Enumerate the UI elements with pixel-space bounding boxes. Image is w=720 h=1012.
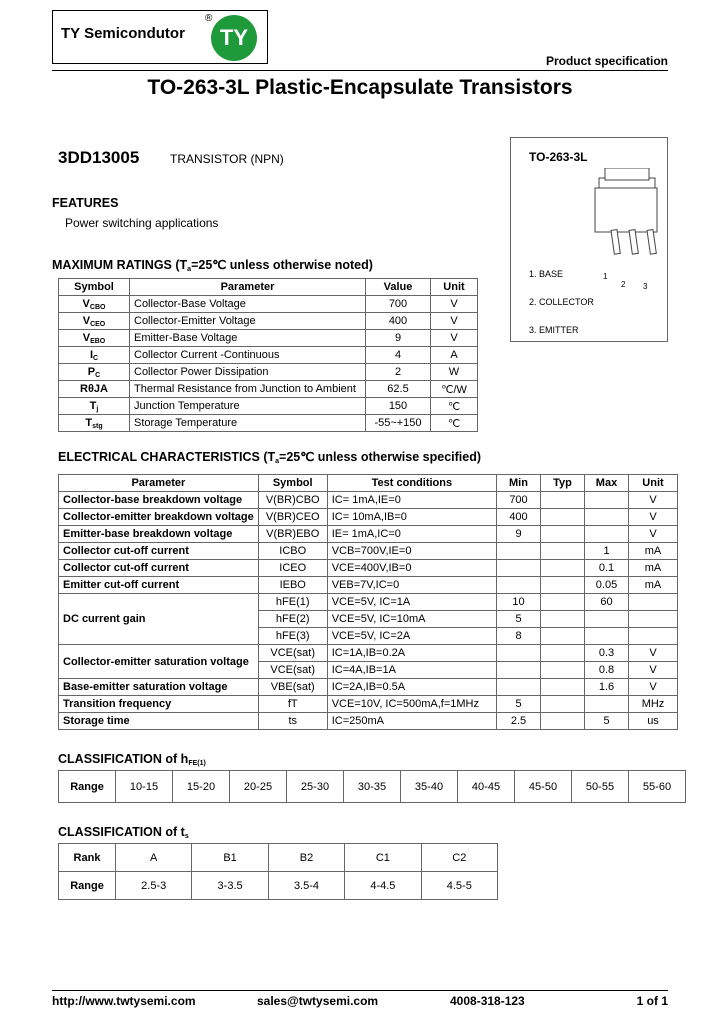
table-row	[59, 543, 678, 560]
symbol-cell	[59, 398, 130, 415]
symbol-cell: IEBO	[258, 577, 327, 594]
symbol-sub: stg	[92, 422, 103, 430]
symbol: RθJA	[80, 382, 108, 395]
package-box	[510, 137, 668, 342]
typ-cell	[541, 577, 585, 594]
symbol-cell	[59, 296, 130, 313]
range-value: 3.5-4	[268, 872, 344, 900]
table-row	[59, 313, 478, 330]
unit-cell: V	[431, 296, 478, 313]
rank-value: A	[116, 844, 192, 872]
parameter-cell: Emitter cut-off current	[59, 577, 259, 594]
table-row	[59, 509, 678, 526]
parameter-cell: Emitter-Base Voltage	[130, 330, 366, 347]
col-typ: Typ	[541, 475, 585, 492]
col-value: Value	[366, 279, 431, 296]
max-cell: 0.05	[585, 577, 629, 594]
col-min: Min	[497, 475, 541, 492]
value-cell: 9	[366, 330, 431, 347]
unit-cell: MHz	[629, 696, 678, 713]
unit-cell: V	[629, 662, 678, 679]
test-condition-cell: VCE=5V, IC=2A	[327, 628, 496, 645]
typ-cell	[541, 662, 585, 679]
symbol-sub: j	[96, 405, 99, 413]
typ-cell	[541, 713, 585, 730]
min-cell	[497, 577, 541, 594]
typ-cell	[541, 543, 585, 560]
table-row	[59, 526, 678, 543]
min-cell: 5	[497, 696, 541, 713]
table-row	[59, 330, 478, 347]
max-cell	[585, 492, 629, 509]
range-label: Range	[59, 771, 116, 803]
typ-cell	[541, 628, 585, 645]
features-heading: FEATURES	[52, 196, 119, 210]
symbol: V	[82, 314, 91, 327]
parameter-cell: Emitter-base breakdown voltage	[59, 526, 259, 543]
parameter-cell: Storage time	[59, 713, 259, 730]
range-value: 15-20	[173, 771, 230, 803]
electrical-table	[58, 474, 678, 730]
min-cell: 9	[497, 526, 541, 543]
range-value: 50-55	[572, 771, 629, 803]
test-condition-cell: VEB=7V,IC=0	[327, 577, 496, 594]
typ-cell	[541, 645, 585, 662]
test-condition-cell: VCE=400V,IB=0	[327, 560, 496, 577]
logo-mark: TY	[211, 15, 257, 61]
parameter-cell: Junction Temperature	[130, 398, 366, 415]
symbol-cell	[59, 415, 130, 432]
range-value: 40-45	[458, 771, 515, 803]
rank-value: C2	[421, 844, 497, 872]
unit-cell: A	[431, 347, 478, 364]
min-cell	[497, 679, 541, 696]
unit-cell: ℃	[431, 398, 478, 415]
symbol-cell: VCE(sat)	[258, 662, 327, 679]
symbol-cell: VBE(sat)	[258, 679, 327, 696]
min-cell: 2.5	[497, 713, 541, 730]
range-label: Range	[59, 872, 116, 900]
max-cell	[585, 628, 629, 645]
col-symbol: Symbol	[59, 279, 130, 296]
max-cell: 0.1	[585, 560, 629, 577]
range-value: 45-50	[515, 771, 572, 803]
min-cell: 10	[497, 594, 541, 611]
package-drawing	[581, 168, 661, 278]
class-ts-heading: CLASSIFICATION of $t_s$	[58, 825, 189, 840]
table-row	[59, 492, 678, 509]
range-value: 20-25	[230, 771, 287, 803]
parameter-cell: Transition frequency	[59, 696, 259, 713]
table-row	[59, 577, 678, 594]
symbol: I	[89, 348, 93, 361]
table-row	[59, 398, 478, 415]
table-row	[59, 415, 478, 432]
test-condition-cell: IC= 1mA,IE=0	[327, 492, 496, 509]
typ-cell	[541, 696, 585, 713]
typ-cell	[541, 679, 585, 696]
parameter-cell: Collector Current -Continuous	[130, 347, 366, 364]
value-cell: -55~+150	[366, 415, 431, 432]
typ-cell	[541, 611, 585, 628]
registered-mark: ®	[205, 13, 213, 24]
value-cell: 62.5	[366, 381, 431, 398]
typ-cell	[541, 509, 585, 526]
pin-base: 1. BASE	[529, 269, 564, 279]
test-condition-cell: VCE=10V, IC=500mA,f=1MHz	[327, 696, 496, 713]
class-hfe-heading: CLASSIFICATION of $h_{FE(1)}$	[58, 752, 206, 767]
unit-cell: V	[629, 509, 678, 526]
symbol-sub: C	[93, 354, 99, 362]
rank-value: B2	[268, 844, 344, 872]
range-value: 10-15	[116, 771, 173, 803]
part-description: TRANSISTOR (NPN)	[170, 152, 284, 166]
col-test-conditions: Test conditions	[327, 475, 496, 492]
max-cell: 1.6	[585, 679, 629, 696]
typ-cell	[541, 560, 585, 577]
symbol-cell: hFE(2)	[258, 611, 327, 628]
unit-cell: V	[629, 645, 678, 662]
company-logo	[52, 10, 268, 64]
min-cell	[497, 662, 541, 679]
table-row	[59, 679, 678, 696]
footer-email[interactable]: sales@twtysemi.com	[257, 994, 379, 1008]
col-parameter: Parameter	[130, 279, 366, 296]
header-divider	[52, 70, 668, 71]
range-value: 3-3.5	[192, 872, 268, 900]
test-condition-cell: VCE=5V, IC=1A	[327, 594, 496, 611]
symbol: V	[82, 331, 91, 344]
symbol-cell: V(BR)EBO	[258, 526, 327, 543]
range-value: 4.5-5	[421, 872, 497, 900]
symbol-cell	[59, 364, 130, 381]
min-cell	[497, 543, 541, 560]
symbol-cell: ICBO	[258, 543, 327, 560]
unit-cell: us	[629, 713, 678, 730]
symbol-cell: hFE(1)	[258, 594, 327, 611]
rank-value: B1	[192, 844, 268, 872]
parameter-cell: Thermal Resistance from Junction to Ambient	[130, 381, 366, 398]
table-row	[59, 560, 678, 577]
range-value: 30-35	[344, 771, 401, 803]
test-condition-cell: IC=1A,IB=0.2A	[327, 645, 496, 662]
unit-cell	[629, 628, 678, 645]
test-condition-cell: IE= 1mA,IC=0	[327, 526, 496, 543]
unit-cell: V	[629, 492, 678, 509]
max-ratings-table	[58, 278, 478, 432]
value-cell: 2	[366, 364, 431, 381]
symbol: T	[89, 399, 97, 412]
product-spec-label: Product specification	[545, 54, 668, 68]
test-condition-cell: IC=2A,IB=0.5A	[327, 679, 496, 696]
symbol: T	[85, 416, 93, 429]
footer-url[interactable]: http://www.twtysemi.com	[52, 994, 196, 1008]
page-title: TO-263-3L Plastic-Encapsulate Transistors	[147, 76, 573, 99]
typ-cell	[541, 526, 585, 543]
value-cell: 700	[366, 296, 431, 313]
footer-divider	[52, 990, 668, 991]
parameter-cell: Collector-Emitter Voltage	[130, 313, 366, 330]
max-cell: 60	[585, 594, 629, 611]
max-cell: 0.3	[585, 645, 629, 662]
max-cell	[585, 696, 629, 713]
table-row	[59, 296, 478, 313]
pin-number-3: 3	[643, 282, 648, 291]
max-cell	[585, 611, 629, 628]
col-unit: Unit	[431, 279, 478, 296]
col-unit: Unit	[629, 475, 678, 492]
unit-cell: V	[431, 313, 478, 330]
min-cell: 5	[497, 611, 541, 628]
features-text: Power switching applications	[65, 216, 219, 230]
test-condition-cell: IC=250mA	[327, 713, 496, 730]
table-row	[59, 347, 478, 364]
symbol-sub: CBO	[89, 303, 106, 311]
unit-cell: V	[431, 330, 478, 347]
range-value: 2.5-3	[116, 872, 192, 900]
col-parameter: Parameter	[59, 475, 259, 492]
parameter-cell: Collector Power Dissipation	[130, 364, 366, 381]
electrical-heading: ELECTRICAL CHARACTERISTICS ($T_a=25℃$ unless otherwise specified)	[58, 450, 482, 465]
parameter-cell: Collector-Base Voltage	[130, 296, 366, 313]
table-row	[59, 594, 678, 611]
unit-cell: mA	[629, 560, 678, 577]
table-row	[59, 381, 478, 398]
symbol-sub: C	[95, 371, 101, 379]
unit-cell: V	[629, 526, 678, 543]
symbol-cell: ICEO	[258, 560, 327, 577]
max-cell: 5	[585, 713, 629, 730]
parameter-cell: Collector-base breakdown voltage	[59, 492, 259, 509]
range-value: 25-30	[287, 771, 344, 803]
value-cell: 400	[366, 313, 431, 330]
parameter-cell: DC current gain	[59, 594, 259, 645]
parameter-cell: Collector-emitter saturation voltage	[59, 645, 259, 679]
symbol-cell: hFE(3)	[258, 628, 327, 645]
unit-cell: mA	[629, 577, 678, 594]
test-condition-cell: VCE=5V, IC=10mA	[327, 611, 496, 628]
symbol-cell: fT	[258, 696, 327, 713]
symbol-cell	[59, 313, 130, 330]
max-cell	[585, 526, 629, 543]
unit-cell: V	[629, 679, 678, 696]
pin-collector: 2. COLLECTOR	[529, 297, 594, 307]
symbol: V	[82, 297, 90, 310]
symbol-sub: EBO	[90, 337, 106, 345]
symbol-cell: V(BR)CEO	[258, 509, 327, 526]
package-title: TO-263-3L	[529, 150, 588, 164]
class-hfe-table	[58, 770, 686, 803]
unit-cell: W	[431, 364, 478, 381]
unit-cell	[629, 594, 678, 611]
table-row	[59, 645, 678, 662]
table-row	[59, 696, 678, 713]
rank-label: Rank	[59, 844, 116, 872]
footer-page: 1 of 1	[636, 994, 668, 1008]
table-row	[59, 364, 478, 381]
footer-phone: 4008-318-123	[450, 994, 525, 1008]
table-row	[59, 713, 678, 730]
pin-emitter: 3. EMITTER	[529, 325, 579, 335]
min-cell	[497, 560, 541, 577]
parameter-cell: Collector cut-off current	[59, 543, 259, 560]
class-ts-table	[58, 843, 498, 900]
unit-cell: ℃/W	[431, 381, 478, 398]
parameter-cell: Collector cut-off current	[59, 560, 259, 577]
pin-number-2: 2	[621, 280, 626, 289]
range-value: 55-60	[629, 771, 686, 803]
typ-cell	[541, 492, 585, 509]
symbol-cell	[59, 330, 130, 347]
symbol-cell	[59, 381, 130, 398]
col-symbol: Symbol	[258, 475, 327, 492]
parameter-cell: Collector-emitter breakdown voltage	[59, 509, 259, 526]
max-ratings-heading: MAXIMUM RATINGS ($T_a=25℃$ unless otherwise noted)	[52, 258, 373, 273]
max-cell: 0.8	[585, 662, 629, 679]
min-cell: 8	[497, 628, 541, 645]
test-condition-cell: IC= 10mA,IB=0	[327, 509, 496, 526]
rank-value: C1	[345, 844, 421, 872]
symbol: P	[87, 365, 96, 378]
min-cell: 700	[497, 492, 541, 509]
parameter-cell: Base-emitter saturation voltage	[59, 679, 259, 696]
unit-cell: mA	[629, 543, 678, 560]
unit-cell: ℃	[431, 415, 478, 432]
range-value: 35-40	[401, 771, 458, 803]
part-number: 3DD13005	[58, 148, 140, 167]
min-cell	[497, 645, 541, 662]
unit-cell	[629, 611, 678, 628]
typ-cell	[541, 594, 585, 611]
test-condition-cell: IC=4A,IB=1A	[327, 662, 496, 679]
max-cell	[585, 509, 629, 526]
col-max: Max	[585, 475, 629, 492]
symbol-cell: V(BR)CBO	[258, 492, 327, 509]
company-name: TY Semicondutor	[61, 25, 185, 42]
parameter-cell: Storage Temperature	[130, 415, 366, 432]
pin-number-1: 1	[603, 272, 608, 281]
value-cell: 4	[366, 347, 431, 364]
range-value: 4-4.5	[345, 872, 421, 900]
test-condition-cell: VCB=700V,IE=0	[327, 543, 496, 560]
symbol-cell: VCE(sat)	[258, 645, 327, 662]
min-cell: 400	[497, 509, 541, 526]
symbol-sub: CEO	[90, 320, 106, 328]
value-cell: 150	[366, 398, 431, 415]
max-cell: 1	[585, 543, 629, 560]
symbol-cell: ts	[258, 713, 327, 730]
symbol-cell	[59, 347, 130, 364]
